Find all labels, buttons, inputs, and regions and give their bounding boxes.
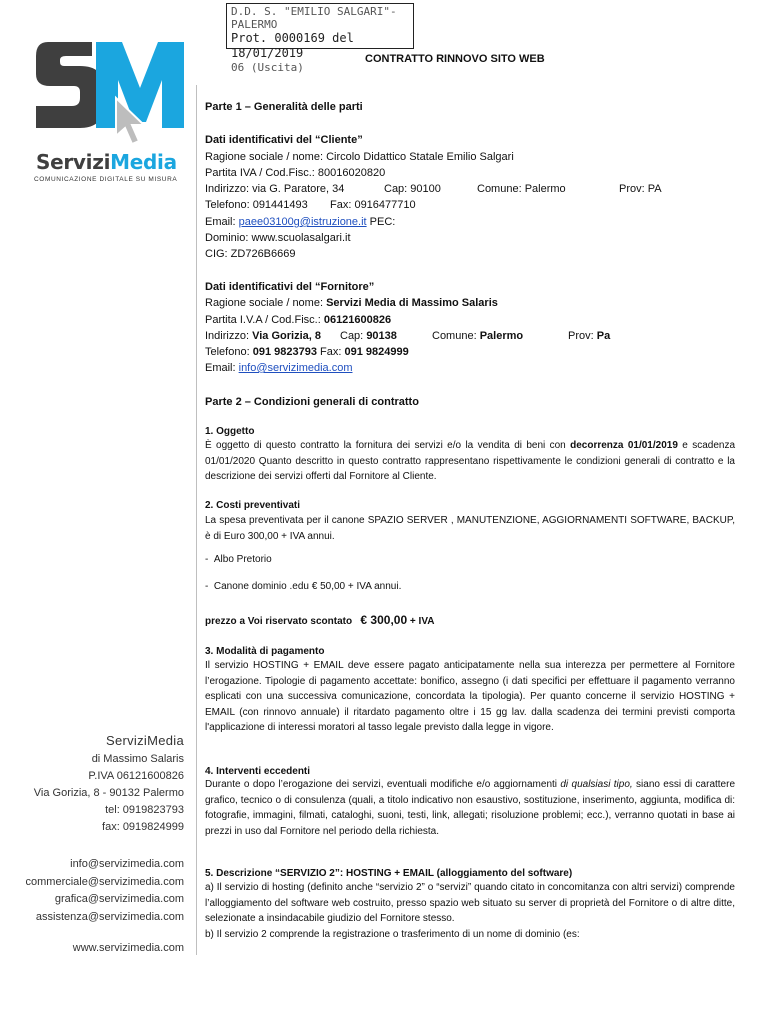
email-link[interactable]: info@servizimedia.com (70, 858, 184, 870)
supplier-comune-value: Palermo (479, 330, 524, 342)
supplier-ragione (205, 297, 498, 310)
supplier-heading: Dati identificativi del “Fornitore” (205, 281, 375, 293)
supplier-indirizzo (205, 330, 321, 343)
client-cig: CIG: ZD726B6669 (205, 248, 296, 260)
stamp-line-3: 06 (Uscita) (231, 61, 304, 74)
section5-heading: 5. Descrizione “SERVIZIO 2”: HOSTING + EMAIL (alloggiamento del software) (205, 868, 573, 879)
section2-text: La spesa preventivata per il canone SPAZIO SERVER , MANUTENZIONE, AGGIORNAMENTI SOFTWARE, BACKUP, è di Euro 300,00 + IVA annui. (205, 515, 735, 542)
section1-text (205, 438, 735, 485)
stamp-line-2: Prot. 0000169 del 18/01/2019 (231, 31, 354, 60)
client-indirizzo: Indirizzo: via G. Paratore, 34 (205, 183, 345, 195)
supplier-indirizzo-label: Indirizzo: (205, 330, 250, 342)
servizimedia-logo (30, 36, 190, 152)
logo-m-shape (96, 42, 184, 128)
section5-text-b: b) Il servizio 2 comprende la registrazione o trasferimento di un nome di dominio (es: (205, 929, 580, 940)
supplier-piva-value: 06121600826 (323, 314, 392, 326)
section5-text-a: a) Il servizio di hosting (definito anche “servizio 2” o “servizi” quando citato in concomitanza con altri servizi) comprende l’alloggiamento del software web costruito, presso spazio web situato su server di proprietà del Fornitore o di altre ditte, selezionate a insindacabile giudizio del Fornitore stesso. (205, 882, 735, 924)
client-comune: Comune: Palermo (477, 183, 566, 195)
supplier-cap (340, 330, 397, 343)
supplier-email-row (205, 362, 353, 375)
supplier-indirizzo-value: Via Gorizia, 8 (252, 330, 321, 342)
client-prov: Prov: PA (619, 183, 662, 195)
supplier-email-link[interactable]: info@servizimedia.com (238, 362, 353, 374)
supplier-piva-label: Partita I.V.A / Cod.Fisc.: (205, 314, 321, 326)
price-suffix: + IVA (409, 616, 435, 627)
section3-heading: 3. Modalità di pagamento (205, 646, 325, 657)
supplier-comune (432, 330, 523, 343)
contact-line: di Massimo Salaris (91, 753, 184, 765)
section1-decorrenza: decorrenza 01/01/2019 (570, 440, 678, 451)
supplier-ragione-value: Servizi Media di Massimo Salaris (326, 297, 498, 309)
client-ragione: Ragione sociale / nome: Circolo Didattico Statale Emilio Salgari (205, 151, 514, 163)
supplier-fax-label: Fax: (320, 346, 342, 358)
part2-heading: Parte 2 – Condizioni generali di contratto (205, 396, 419, 408)
client-cap: Cap: 90100 (384, 183, 441, 195)
section1-heading: 1. Oggetto (205, 426, 255, 437)
client-email-link[interactable]: paee03100g@istruzione.it (238, 216, 367, 228)
sidebar-contacts (34, 732, 184, 836)
brand-name (36, 150, 177, 174)
supplier-cap-value: 90138 (366, 330, 397, 342)
section4-text (205, 777, 735, 839)
section2-item-label: Canone dominio .edu € 50,00 + IVA annui. (213, 581, 402, 592)
contact-line: tel: 0919823793 (105, 804, 184, 816)
protocol-stamp (226, 3, 414, 74)
contact-company: ServiziMedia (105, 733, 184, 748)
supplier-tel-value: 091 9823793 (252, 346, 317, 358)
supplier-prov-value: Pa (596, 330, 611, 342)
contact-line: P.IVA 06121600826 (88, 770, 184, 782)
website-link[interactable]: www.servizimedia.com (72, 942, 184, 954)
sidebar-emails (26, 856, 184, 926)
section3-text: Il servizio HOSTING + EMAIL deve essere pagato anticipatamente nella sua interezza per permettere al Fornitore l’erogazione. Tipologie di pagamento accettate: bonifico, assegno (i dati specifici per effettuare il pagamento verranno esplicati con una successiva comunicazione, concordata la tipologia). Per quanto concerne il servizio HOSTING + EMAIL (con rinnovo annuale) il ritardato pagamento oltre i 15 gg lav. dalla scadenza dei termini previsti comporta l'applicazione di interessi moratori al tasso legale previsto dalla legge in vigore. (205, 660, 735, 733)
client-pec-label: PEC: (369, 216, 396, 228)
brand-part-media: Media (110, 150, 177, 174)
contact-line: fax: 0919824999 (102, 821, 184, 833)
email-link[interactable]: assistenza@servizimedia.com (35, 910, 184, 923)
section2-item: - Canone dominio .edu € 50,00 + IVA annui. (205, 581, 402, 592)
stamp-line-1: D.D. S. "EMILIO SALGARI"-PALERMO (231, 5, 397, 31)
price-row (205, 614, 434, 628)
brand-part-servizi: Servizi (36, 150, 111, 174)
price-label: prezzo a Voi riservato scontato (205, 616, 353, 627)
section2-heading: 2. Costi preventivati (205, 500, 301, 511)
supplier-piva (205, 314, 391, 327)
logo-s-shape (36, 42, 104, 128)
section4-text-a: Durante o dopo l’erogazione dei servizi, eventuali modifiche e/o aggiornamenti (205, 779, 558, 790)
supplier-ragione-label: Ragione sociale / nome: (205, 297, 324, 309)
client-email-row (205, 216, 395, 229)
client-email-label: Email: (205, 216, 236, 228)
client-fax: Fax: 0916477710 (330, 199, 416, 211)
section1-text-b: e scadenza 01/01/2020 Quanto descritto in questo contratto rappresentano rispettivamente le condizioni generali di contratto e la descrizione dei servizi offerti dal Fornitore al Cliente. (205, 440, 736, 482)
supplier-tel-label: Telefono: (205, 346, 250, 358)
section2-item-label: Albo Pretorio (213, 554, 272, 565)
client-telefono: Telefono: 091441493 (205, 199, 308, 211)
supplier-prov-label: Prov: (568, 330, 594, 342)
supplier-cap-label: Cap: (340, 330, 364, 342)
section2-item: - Albo Pretorio (205, 554, 272, 565)
document-title: CONTRATTO RINNOVO SITO WEB (365, 53, 545, 65)
supplier-telefono (205, 346, 409, 359)
brand-tagline: COMUNICAZIONE DIGITALE SU MISURA (34, 176, 178, 183)
supplier-prov (568, 330, 610, 343)
client-heading: Dati identificativi del “Cliente” (205, 134, 363, 146)
price-value: € 300,00 (360, 613, 408, 627)
client-piva: Partita IVA / Cod.Fisc.: 80016020820 (205, 167, 386, 179)
client-dominio: Dominio: www.scuolasalgari.it (205, 232, 351, 244)
section4-text-italic: di qualsiasi tipo, (560, 779, 633, 790)
supplier-fax-value: 091 9824999 (344, 346, 409, 358)
section4-heading: 4. Interventi eccedenti (205, 766, 311, 777)
section1-text-a: È oggetto di questo contratto la fornitura dei servizi e/o la vendita di beni con (205, 440, 566, 451)
sidebar-divider (196, 85, 197, 955)
part1-heading: Parte 1 – Generalità delle parti (205, 101, 363, 113)
contact-line: Via Gorizia, 8 - 90132 Palermo (33, 787, 184, 799)
supplier-comune-label: Comune: (432, 330, 477, 342)
section4-text-b: siano essi di carattere grafico, tecnico o di consulenza (quali, a titolo indicativo non esaustivo, sostituzione, inserimento, aggiunta, modifica di: fotografie, immagini, filmati, cataloghi, suoni, testi, link, allegati; risoluzione problemi; ecc.), verranno quotati in base ai prezzi in uso dal Fornitore nel periodo della richiesta. (205, 779, 736, 837)
email-link[interactable]: grafica@servizimedia.com (54, 893, 184, 905)
supplier-email-label: Email: (205, 362, 236, 374)
email-link[interactable]: commerciale@servizimedia.com (25, 875, 184, 888)
